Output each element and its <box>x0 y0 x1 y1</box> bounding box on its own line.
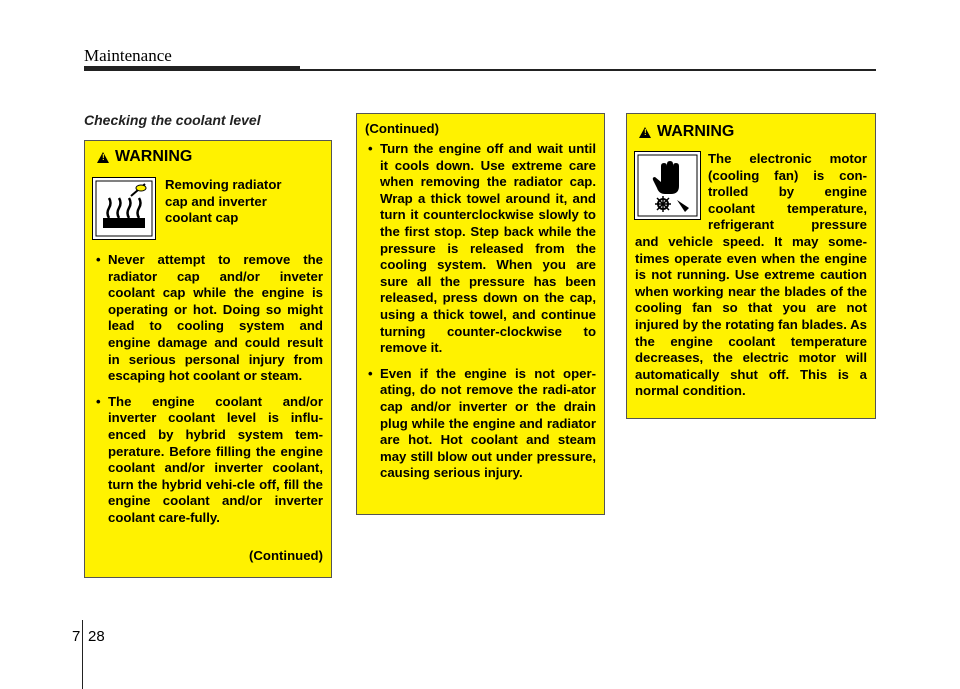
icon-side-text: Removing radiator cap and inverter coolant cap <box>165 177 282 226</box>
warning-box-cooling-fan <box>626 113 876 419</box>
warning-heading <box>97 149 192 166</box>
hand-stop-fan-icon <box>634 151 701 220</box>
chapter-number: 7 <box>72 628 81 645</box>
warning-title: WARNING <box>657 123 735 140</box>
list-item: • The engine coolant and/or inverter coolant level is influ-enced by hybrid system tem-perature. Before filling the engine coolant and/or inverter coolant, turn the hybrid vehi-cle off, fill the engine coolant and/or inverter coolant care-fully. <box>93 394 323 527</box>
continued-box <box>356 113 605 515</box>
section-title: Maintenance <box>84 46 172 65</box>
page-number: 28 <box>88 628 105 645</box>
warning-title: WARNING <box>115 148 193 165</box>
warning-body: and vehicle speed. It may some-times operate even when the engine is not running. Use extreme caution when working near the blades of the cooling fan so that you are not injured by the rotating fan blades. As the engine coolant temperature decreases, the electric motor will automatically shut off. This is a normal condition. <box>635 234 867 399</box>
list-item: • Even if the engine is not oper-ating, do not remove the radi-ator cap and/or inverter or the drain plug while the engine and radiator are hot. Hot coolant and steam may still blow out under pressure, causing serious injury. <box>365 366 596 482</box>
warning-triangle-icon: ! <box>97 152 109 163</box>
header-rule-thick <box>84 66 300 71</box>
bullet-list <box>365 141 596 491</box>
continued-label: (Continued) <box>365 121 439 136</box>
warning-heading <box>639 124 734 141</box>
list-item: • Turn the engine off and wait until it cools down. Use extreme care when removing the radiator cap. Wrap a thick towel around it, and turn it counterclockwise slowly to the first stop. Step back while the pressure is released from the cooling system. When you are sure all the pressure has been released, press down on the cap, using a thick towel, and continue turning counter-clockwise to remove it. <box>365 141 596 357</box>
warning-triangle-icon: ! <box>639 127 651 138</box>
warning-box-radiator <box>84 140 332 578</box>
list-item: • Never attempt to remove the radiator cap and/or inveter coolant cap while the engine is operating or hot. Doing so might lead to cooling system and engine damage and could result in serious personal injury from escaping hot coolant or steam. <box>93 252 323 385</box>
header-rule-thin <box>300 69 876 71</box>
radiator-cap-warning-icon <box>92 177 156 240</box>
subheading: Checking the coolant level <box>84 112 261 128</box>
bullet-list <box>93 252 323 527</box>
footer-divider <box>82 620 83 689</box>
icon-side-text: The electronic motor (cooling fan) is con- trolled by engine coolant temperature, refrigerant pressure <box>708 151 867 233</box>
continued-label: (Continued) <box>249 548 323 563</box>
